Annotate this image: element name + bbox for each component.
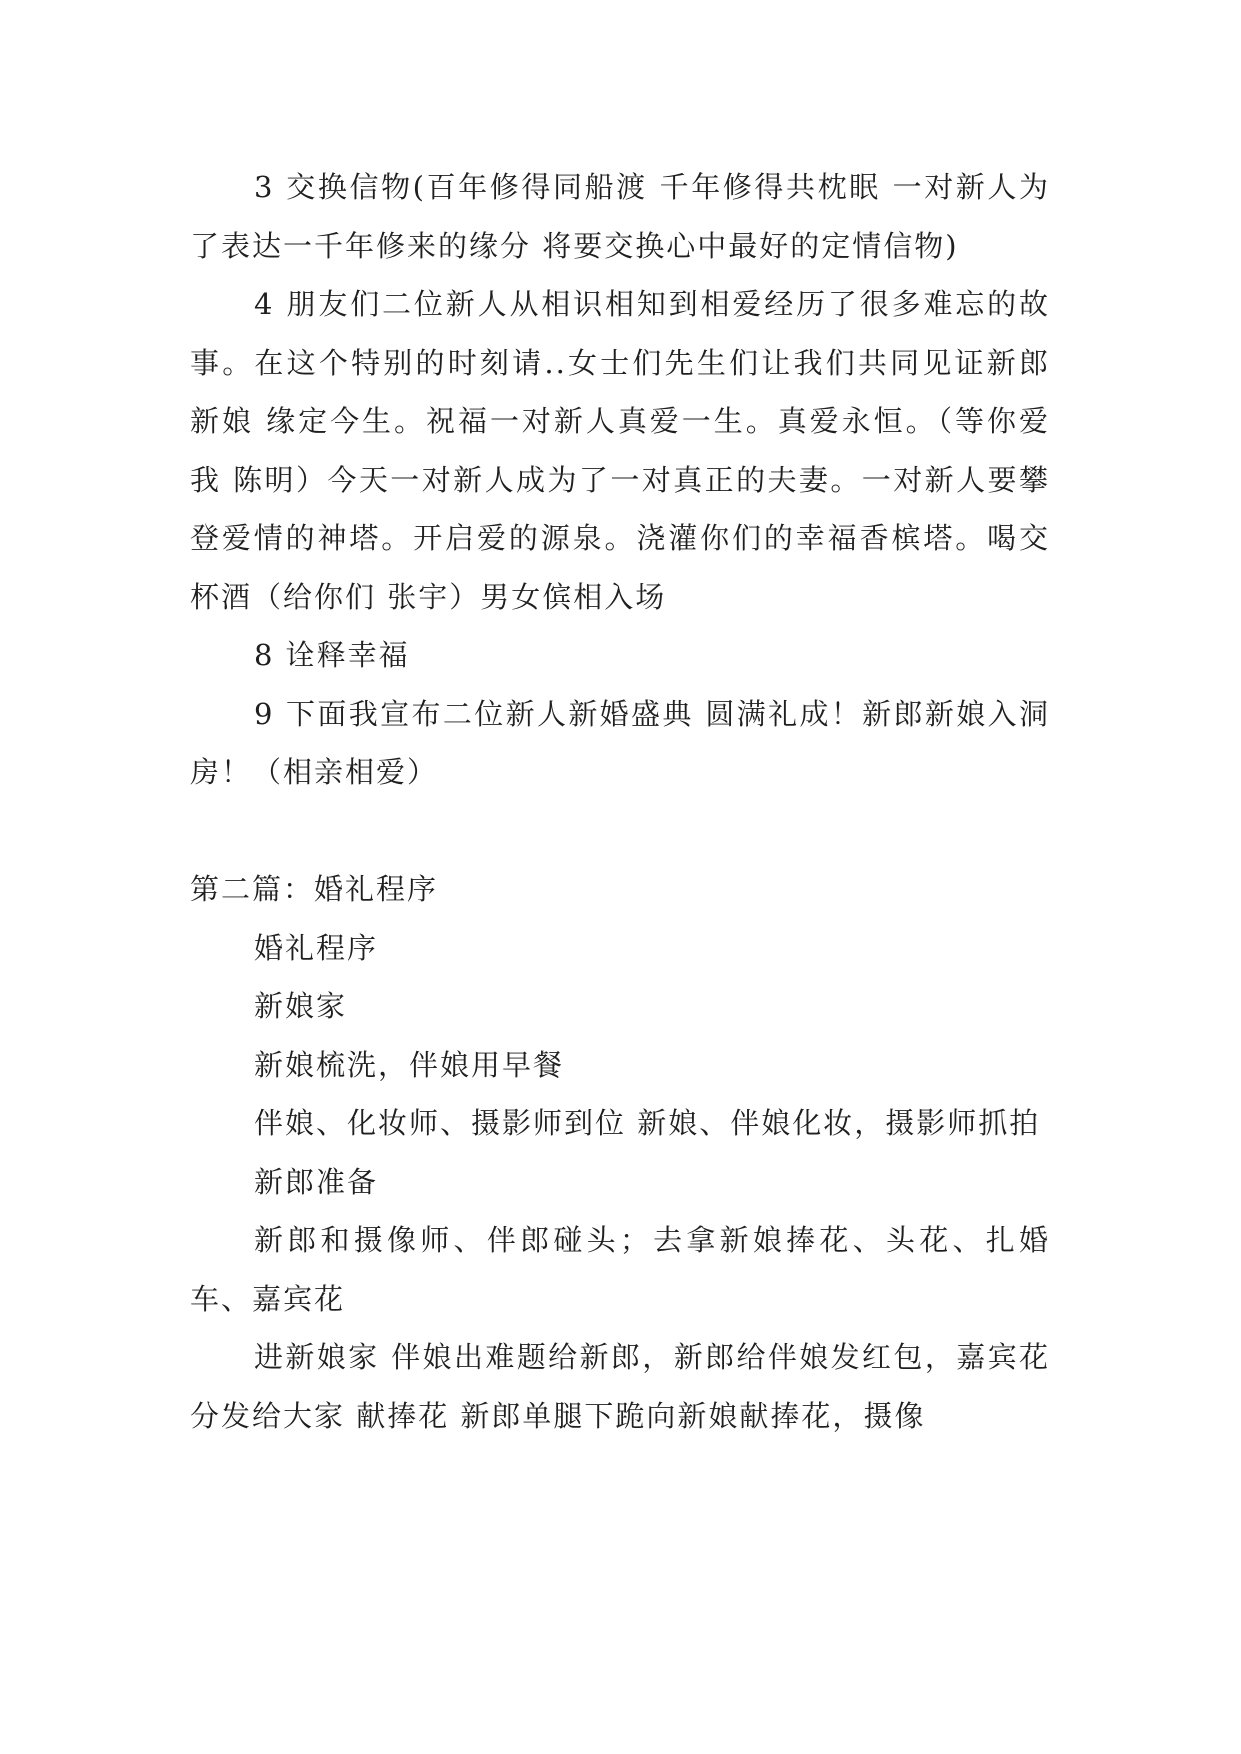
section-heading: 第二篇：婚礼程序: [190, 872, 439, 906]
paragraph-bridesmaid-makeup: 伴娘、化妆师、摄影师到位 新娘、伴娘化妆，摄影师抓拍: [254, 1106, 1041, 1140]
paragraph-wedding-procedure: 婚礼程序: [254, 930, 379, 965]
paragraph-groom-meetup: 新郎和摄像师、伴郎碰头；去拿新娘捧花、头花、扎婚车、嘉宾花: [190, 1223, 1050, 1316]
document-body: [190, 158, 1050, 1445]
paragraph-interpret-happiness: 8 诠释幸福: [254, 638, 410, 672]
paragraph-groom-prepare: 新郎准备: [254, 1164, 379, 1199]
paragraph-ceremony-complete: 9 下面我宣布二位新人新婚盛典 圆满礼成！新郎新娘入洞房！（相亲相爱）: [190, 696, 1050, 789]
paragraph-enter-bride-home: 进新娘家 伴娘出难题给新郎，新郎给伴娘发红包，嘉宾花分发给大家 献捧花 新郎单腿下跪向新娘献捧花，摄像: [190, 1340, 1050, 1433]
section-spacer: [190, 802, 1050, 861]
paragraph-friends-witness: 4 朋友们二位新人从相识相知到相爱经历了很多难忘的故事。在这个特别的时刻请..女士们先生们让我们共同见证新郎 新娘 缘定今生。祝福一对新人真爱一生。真爱永恒。（等你爱我 陈明）今天一对新人成为了一对真正的夫妻。一对新人要攀登爱情的神塔。开启爱的源泉。浇灌你们的幸福香槟塔。喝交杯酒（给你们 张宇）男女傧相入场: [190, 287, 1050, 614]
paragraph-bride-grooming: 新娘梳洗，伴娘用早餐: [254, 1047, 565, 1082]
paragraph-exchange-tokens: 3 交换信物(百年修得同船渡 千年修得共枕眠 一对新人为了表达一千年修来的缘分 将要交换心中最好的定情信物): [190, 170, 1050, 263]
paragraph-bride-home: 新娘家: [254, 989, 348, 1023]
